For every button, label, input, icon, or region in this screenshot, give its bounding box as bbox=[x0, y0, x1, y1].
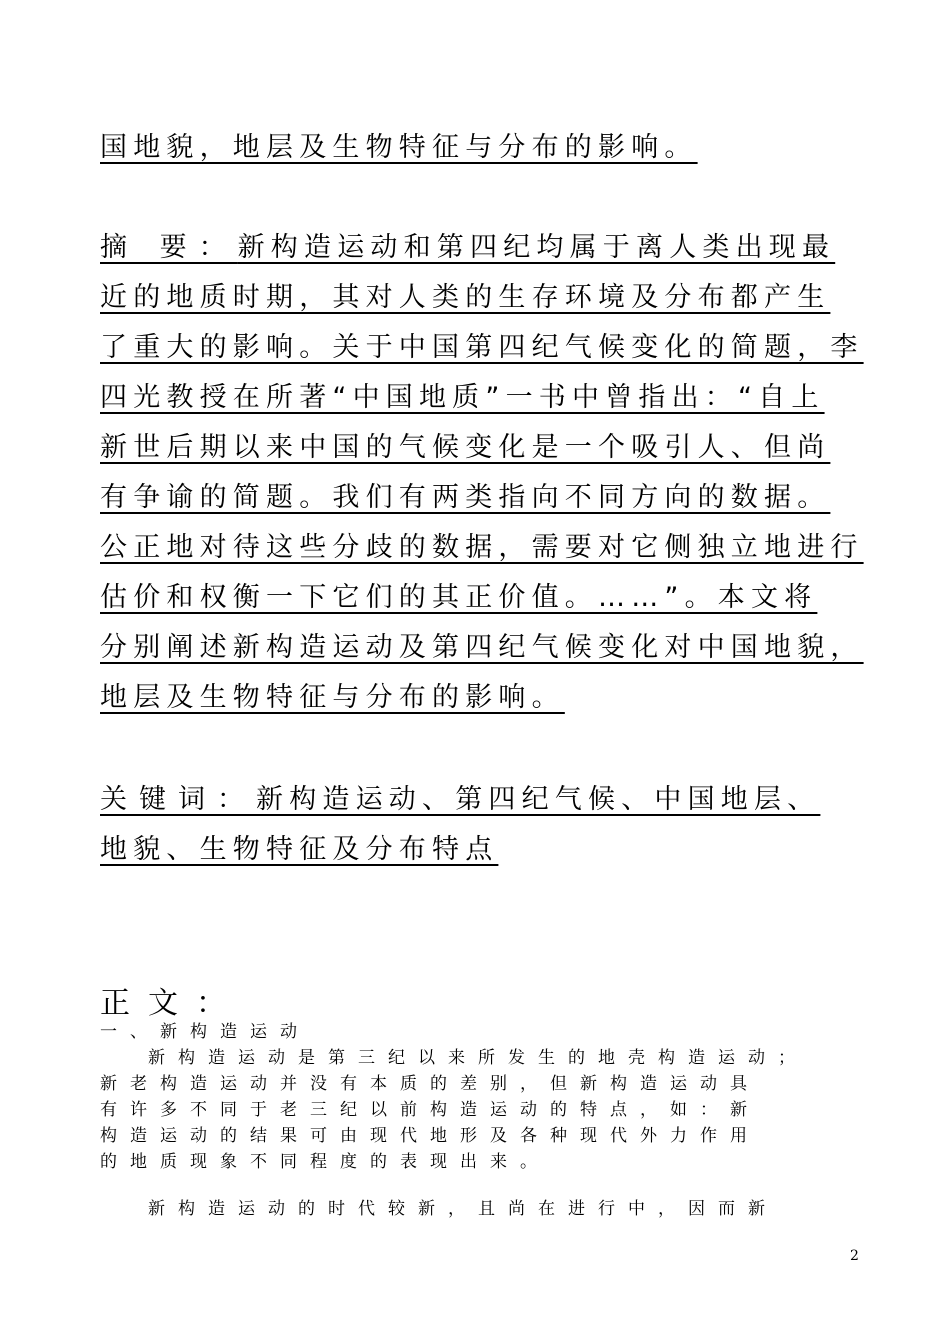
abstract-line: 估价和权衡一下它们的其正价值。……”。本文将 bbox=[100, 582, 818, 613]
section-title: 一、新构造运动 bbox=[100, 1022, 310, 1042]
abstract-line: 四光教授在所著“中国地质”一书中曾指出：“自上 bbox=[100, 382, 825, 413]
paragraph-line: 新构造运动是第三纪以来所发生的地壳构造运动； bbox=[148, 1048, 808, 1068]
paragraph-line: 新老构造运动并没有本质的差别，但新构造运动具 bbox=[100, 1074, 760, 1094]
keywords-line: 地貌、生物特征及分布特点 bbox=[100, 834, 499, 865]
abstract-line: 公正地对待这些分歧的数据，需要对它侧独立地进行 bbox=[100, 532, 864, 563]
continuation-line: 国地貌，地层及生物特征与分布的影响。 bbox=[100, 132, 698, 163]
abstract-line: 了重大的影响。关于中国第四纪气候变化的简题，李 bbox=[100, 332, 864, 363]
abstract-label: 摘 要： bbox=[100, 232, 238, 263]
abstract-text: 新构造运动和第四纪均属于离人类出现最 bbox=[237, 232, 836, 263]
paragraph-line: 新构造运动的时代较新，且尚在进行中，因而新 bbox=[148, 1199, 778, 1219]
abstract-line: 分别阐述新构造运动及第四纪气候变化对中国地貌， bbox=[100, 632, 864, 663]
paragraph-line: 构造运动的结果可由现代地形及各种现代外力作用 bbox=[100, 1126, 760, 1146]
paragraph-line: 有许多不同于老三纪以前构造运动的特点，如：新 bbox=[100, 1100, 760, 1120]
keywords-first-line bbox=[100, 782, 820, 818]
abstract-first-line bbox=[100, 230, 835, 266]
body-heading: 正文： bbox=[100, 986, 244, 1021]
abstract-line: 近的地质时期，其对人类的生存环境及分布都产生 bbox=[100, 282, 831, 313]
page-number: 2 bbox=[850, 1248, 859, 1264]
paragraph-line: 的地质现象不同程度的表现出来。 bbox=[100, 1152, 550, 1172]
keywords-text: 新构造运动、第四纪气候、中国地层、 bbox=[256, 784, 821, 815]
abstract-line: 地层及生物特征与分布的影响。 bbox=[100, 682, 565, 713]
abstract-line: 新世后期以来中国的气候变化是一个吸引人、但尚 bbox=[100, 432, 831, 463]
abstract-line: 有争谕的简题。我们有两类指向不同方向的数据。 bbox=[100, 482, 831, 513]
keywords-label: 关键词： bbox=[100, 784, 256, 815]
